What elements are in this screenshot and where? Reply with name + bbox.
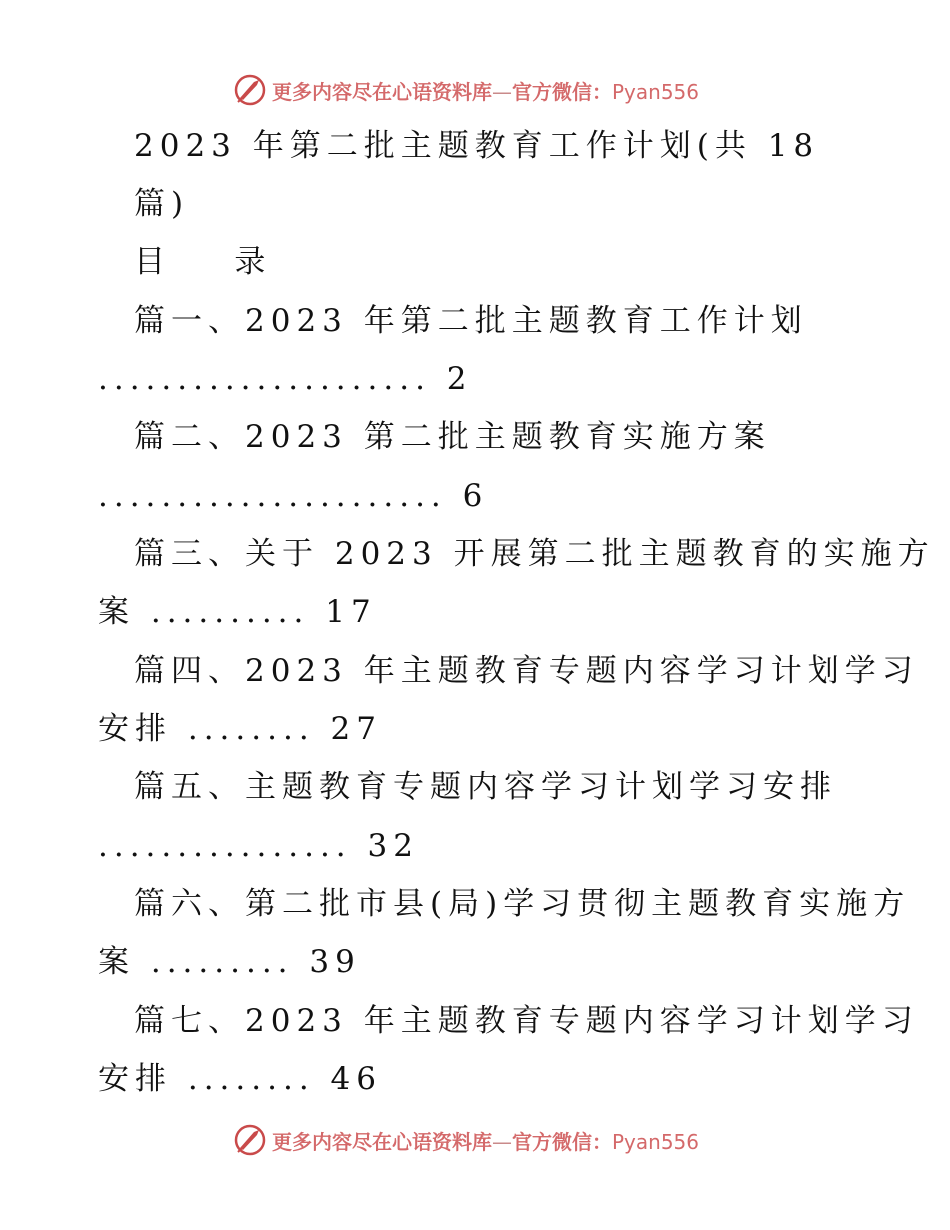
document-title-line-2: 篇) [134, 186, 190, 222]
watermark-separator: — [492, 1129, 512, 1154]
watermark-wechat-label: 官方微信： [512, 1129, 612, 1154]
document-title-line-1: 2023 年第二批主题教育工作计划(共 18 [134, 128, 820, 164]
toc-entry-5-title[interactable]: 篇五、主题教育专题内容学习计划学习安排 [134, 769, 837, 805]
watermark-footer [232, 1120, 699, 1160]
watermark-separator: — [492, 79, 512, 104]
toc-entry-4-page[interactable]: 安排 ........ 27 [98, 711, 382, 747]
watermark-wechat-id: Pyan556 [612, 1129, 700, 1154]
watermark-text [272, 76, 699, 105]
toc-heading: 目 录 [134, 244, 272, 280]
toc-entry-2-page[interactable]: ...................... 6 [98, 478, 489, 514]
toc-entry-6-title[interactable]: 篇六、第二批市县(局)学习贯彻主题教育实施方 [134, 886, 911, 922]
watermark-site: 更多内容尽在心语资料库 [272, 1129, 492, 1154]
watermark-site: 更多内容尽在心语资料库 [272, 79, 492, 104]
toc-entry-1-title[interactable]: 篇一、2023 年第二批主题教育工作计划 [134, 303, 808, 339]
toc-entry-5-page[interactable]: ................ 32 [98, 828, 419, 864]
toc-entry-7-title[interactable]: 篇七、2023 年主题教育专题内容学习计划学习 [134, 1003, 919, 1039]
watermark-wechat-id: Pyan556 [612, 79, 700, 104]
toc-entry-3-page[interactable]: 案 .......... 17 [98, 594, 377, 630]
toc-entry-1-page[interactable]: ..................... 2 [98, 361, 473, 397]
toc-entry-7-page[interactable]: 安排 ........ 46 [98, 1061, 382, 1097]
toc-entry-4-title[interactable]: 篇四、2023 年主题教育专题内容学习计划学习 [134, 653, 919, 689]
toc-entry-2-title[interactable]: 篇二、2023 第二批主题教育实施方案 [134, 419, 771, 455]
quill-pen-logo-icon [232, 72, 268, 108]
watermark-wechat-label: 官方微信： [512, 79, 612, 104]
watermark-text [272, 1126, 699, 1155]
quill-pen-logo-icon [232, 1122, 268, 1158]
toc-entry-3-title[interactable]: 篇三、关于 2023 开展第二批主题教育的实施方 [134, 536, 935, 572]
toc-entry-6-page[interactable]: 案 ......... 39 [98, 944, 361, 980]
watermark-header [232, 70, 699, 110]
